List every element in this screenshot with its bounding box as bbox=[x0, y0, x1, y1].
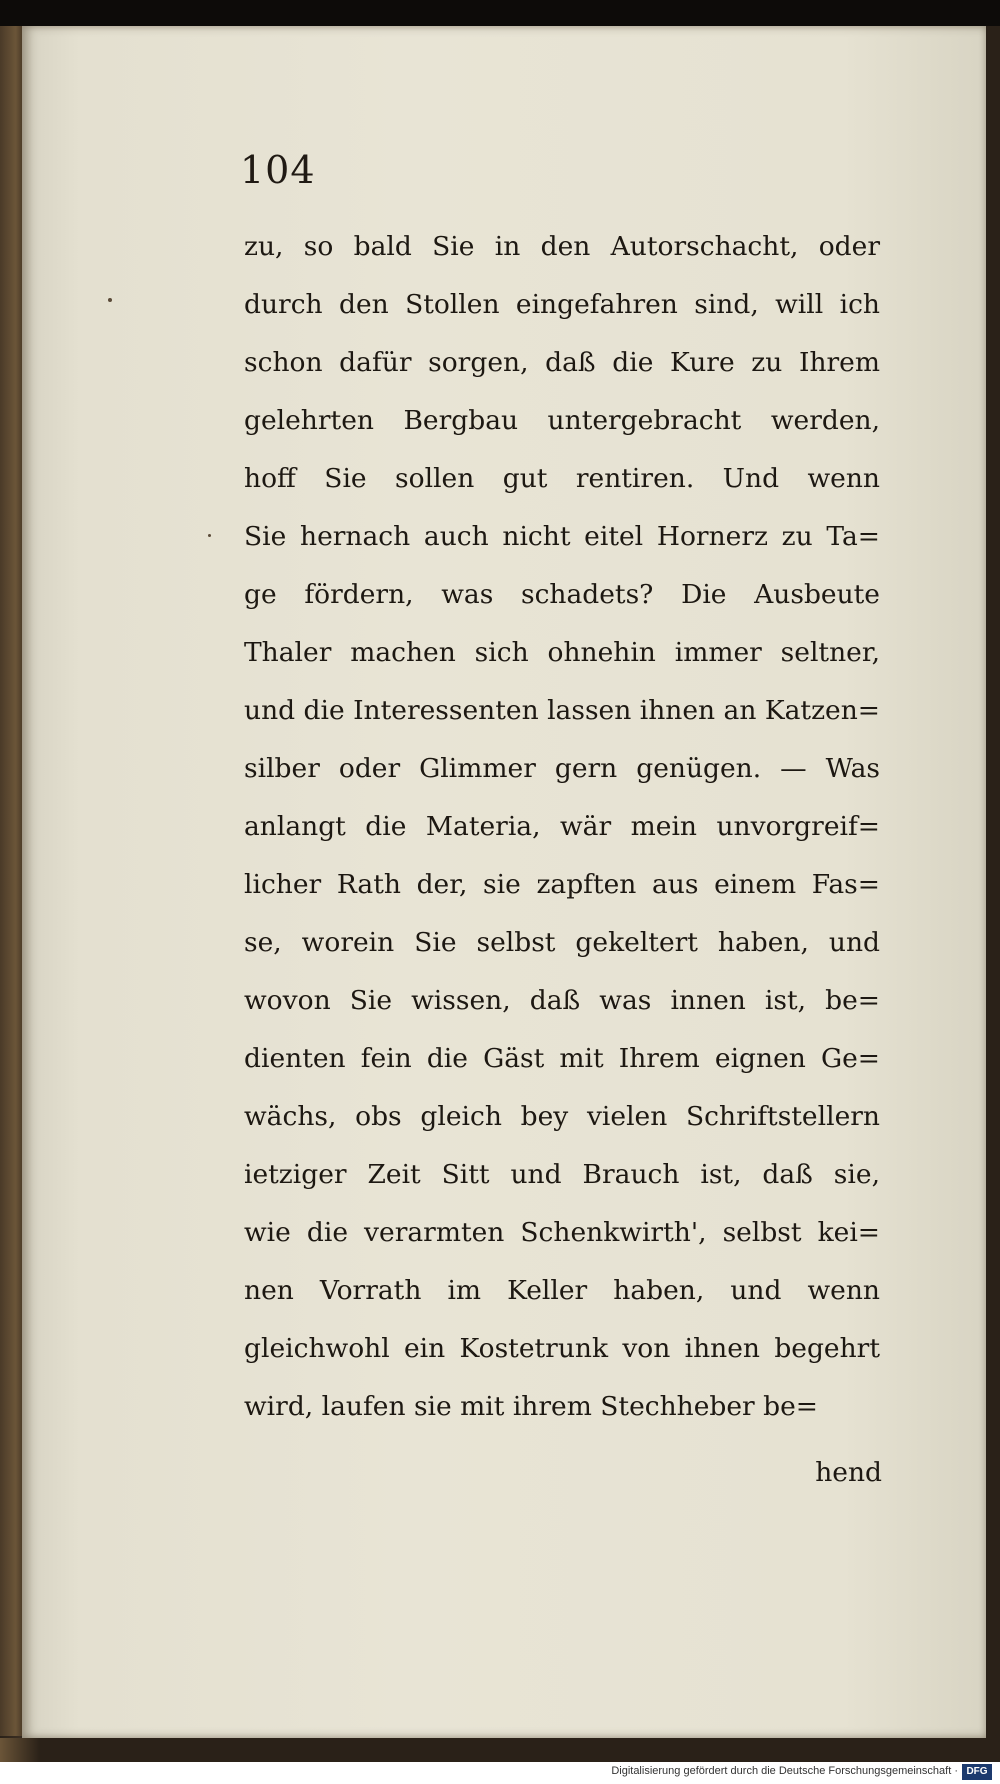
text-line: licher Rath der, sie zapften aus einem Fas= bbox=[244, 869, 880, 900]
text-line: nen Vorrath im Keller haben, und wenn bbox=[244, 1275, 880, 1306]
text-line: ietziger Zeit Sitt und Brauch ist, daß sie, bbox=[244, 1159, 880, 1190]
paper-speck bbox=[208, 534, 211, 537]
text-line: anlangt die Materia, wär mein unvorgreif= bbox=[244, 811, 880, 842]
text-line: se, worein Sie selbst gekeltert haben, und bbox=[244, 927, 880, 958]
body-text bbox=[244, 218, 880, 1436]
text-line: durch den Stollen eingefahren sind, will ich bbox=[244, 289, 880, 320]
digitization-credit: Digitalisierung gefördert durch die Deutsche Forschungsgemeinschaft · bbox=[611, 1765, 958, 1777]
text-line: hoff Sie sollen gut rentiren. Und wenn bbox=[244, 463, 880, 494]
dfg-logo: DFG bbox=[962, 1764, 992, 1780]
text-line: ge fördern, was schadets? Die Ausbeute bbox=[244, 579, 880, 610]
page-number: 104 bbox=[240, 148, 316, 192]
text-line: gleichwohl ein Kostetrunk von ihnen begehrt bbox=[244, 1333, 880, 1364]
text-line: Sie hernach auch nicht eitel Hornerz zu Ta= bbox=[244, 521, 880, 552]
text-line: silber oder Glimmer gern genügen. — Was bbox=[244, 753, 880, 784]
paper-speck bbox=[108, 298, 112, 302]
text-line: zu, so bald Sie in den Autorschacht, oder bbox=[244, 231, 880, 262]
right-border bbox=[986, 26, 1000, 1738]
text-line: Thaler machen sich ohnehin immer seltner, bbox=[244, 637, 880, 668]
top-border bbox=[0, 0, 1000, 26]
text-line: dienten fein die Gäst mit Ihrem eignen Ge= bbox=[244, 1043, 880, 1074]
text-line: gelehrten Bergbau untergebracht werden, bbox=[244, 405, 880, 436]
text-line: wie die verarmten Schenkwirth', selbst kei= bbox=[244, 1217, 880, 1248]
bottom-border bbox=[0, 1738, 1000, 1762]
catchword: hend bbox=[815, 1457, 882, 1488]
text-line: schon dafür sorgen, daß die Kure zu Ihrem bbox=[244, 347, 880, 378]
text-line: wovon Sie wissen, daß was innen ist, be= bbox=[244, 985, 880, 1016]
text-line: wächs, obs gleich bey vielen Schriftstellern bbox=[244, 1101, 880, 1132]
text-line: wird, laufen sie mit ihrem Stechheber be= bbox=[244, 1391, 818, 1422]
text-line: und die Interessenten lassen ihnen an Katzen= bbox=[244, 695, 880, 726]
